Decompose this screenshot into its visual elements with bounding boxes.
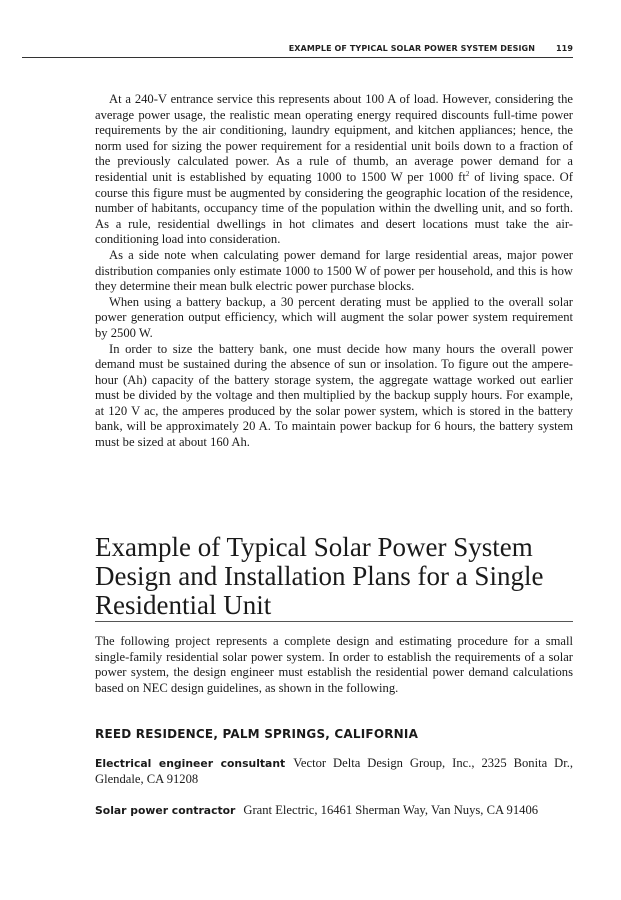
paragraph-4: In order to size the battery bank, one must decide how many hours the overall power demand must be sustained during the absence of sun or insolation. To figure out the ampere-hour (Ah) capacity of the battery storage system, the aggregate wattage worked out earlier must be divided by the voltage and then multiplied by the backup supply hours. For example, at 120 V ac, the amperes produced by the solar power system, which is stored in the battery bank, will be approximately 20 A. To maintain power backup for 6 hours, the battery system must be sized at about 160 Ah.: [95, 341, 573, 450]
contractor-entry: [95, 803, 573, 819]
section-heading: REED RESIDENCE, PALM SPRINGS, CALIFORNIA: [95, 727, 419, 741]
running-head-title: EXAMPLE OF TYPICAL SOLAR POWER SYSTEM DESIGN: [288, 44, 535, 53]
intro-paragraph: The following project represents a complete design and estimating procedure for a small single-family residential solar power system. In order to establish the requirements of a solar power system, the design engineer must establish the residential power demand calculations based on NEC design guidelines, as shown in the following.: [95, 634, 573, 695]
engineer-label: Electrical engineer consultant: [95, 757, 286, 770]
chapter-heading-rule: [95, 621, 573, 622]
paragraph-1: [95, 92, 573, 248]
contractor-label: Solar power contractor: [95, 804, 236, 817]
header-rule: [22, 57, 573, 58]
paragraph-2: As a side note when calculating power demand for large residential areas, major power distribution companies only estimate 1000 to 1500 W of power per household, and this is how they determine their mean bulk electric power purchase blocks.: [95, 247, 573, 294]
engineer-value: Vector Delta Design Group, Inc., 2325 Bonita Dr., Glendale, CA 91208: [95, 756, 573, 786]
engineer-entry: [95, 756, 573, 787]
paragraph-1-part-a: At a 240-V entrance service this represents about 100 A of load. However, considering the average power usage, the realistic mean operating energy required discounts full-time power requirements by the air conditioning, laundry equipment, and kitchen appliances; hence, the norm used for sizing the power requirement for a residential unit boils down to a fraction of the previously calculated power. As a rule of thumb, an average power demand for a residential unit is established by equating 1000 to 1500 W per 1000 ft: [95, 92, 573, 184]
superscript-squared: 2: [465, 169, 470, 178]
contractor-value: Grant Electric, 16461 Sherman Way, Van Nuys, CA 91406: [243, 803, 539, 817]
body-text: [95, 92, 573, 451]
paragraph-1-part-b: of living space. Of course this figure must be augmented by considering the geographic location of the residence, number of habitants, occupancy time of the population within the dwelling unit, and so forth. As a rule, residential dwellings in hot climates and desert locations must take the air-conditioning load into consideration.: [95, 169, 573, 247]
chapter-heading: Example of Typical Solar Power System Design and Installation Plans for a Single Residential Unit: [95, 532, 544, 620]
paragraph-3: When using a battery backup, a 30 percent derating must be applied to the overall solar power generation output efficiency, which will augment the solar power system requirement by 2500 W.: [95, 294, 573, 340]
page-number: 119: [556, 44, 573, 53]
